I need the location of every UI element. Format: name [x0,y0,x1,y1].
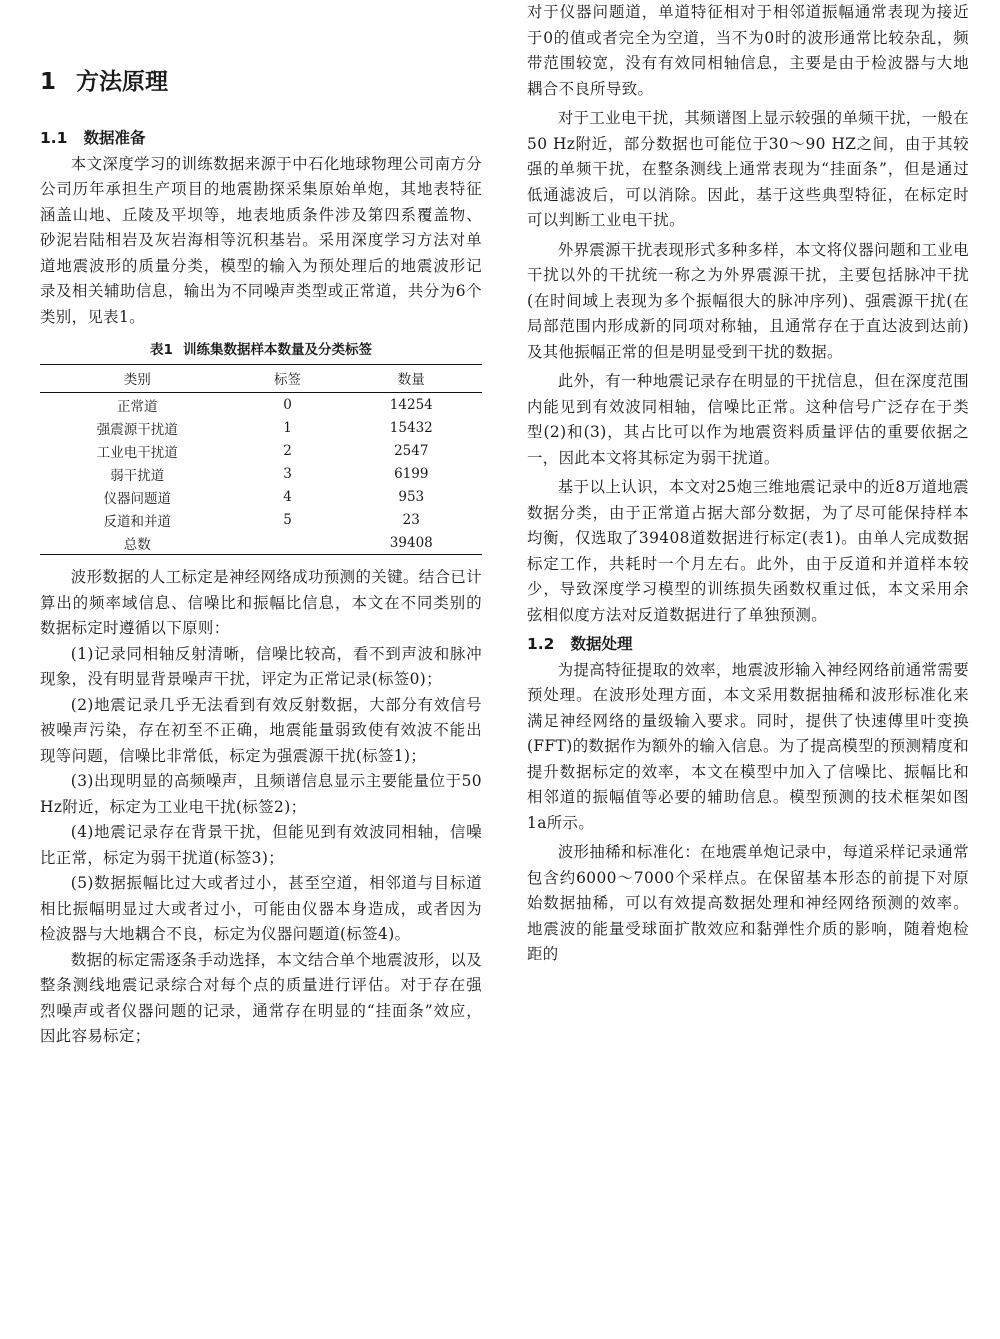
table-label: 表1 [150,342,173,358]
table-header-row [40,365,482,393]
data-table [40,364,482,555]
table-header-cell: 标签 [234,365,340,393]
table-cell: 正常道 [116,398,158,415]
table-row [40,531,482,555]
left-column [40,0,482,1050]
paragraph: 外界震源干扰表现形式多种多样，本文将仪器问题和工业电干扰以外的干扰统一称之为外界震源干扰，主要包括脉冲干扰(在时间域上表现为多个振幅很大的脉冲序列)、强震源干扰(在局部范围内形成新的同项对称轴，且通常存在于直达波到达前)及其他振幅正常的但是明显受到干扰的数据。 [527,240,969,361]
table-caption-text: 训练集数据样本数量及分类标签 [182,342,372,358]
table-cell: 仪器问题道 [103,490,171,507]
paragraph: 此外，有一种地震记录存在明显的干扰信息，但在深度范围内能见到有效波同相轴，信噪比正常。这种信号广泛存在于类型(2)和(3)，其占比可以作为地震资料质量评估的重要依据之一，因此本文将其标定为弱干扰道。 [527,372,969,467]
table-cell: 强震源干扰道 [96,421,178,438]
table-cell: 6199 [394,465,429,482]
table-cell: 953 [398,488,425,505]
table-cell: 15432 [389,419,433,436]
paragraph: (4)地震记录存在背景干扰，但能见到有效波同相轴，信噪比正常，标定为弱干扰道(标签3)； [40,823,482,867]
subsection-number: 1.1 [40,129,68,147]
table-row [40,439,482,462]
table-cell: 0 [283,396,292,413]
table-row [40,485,482,508]
table-cell: 4 [283,488,292,505]
paragraph: 波形抽稀和标准化：在地震单炮记录中，每道采样记录通常包含约6000～7000个采样点。在保留基本形态的前提下对原始数据抽稀，可以有效提高数据处理和神经网络预测的效率。地震波的能量受球面扩散效应和黏弹性介质的影响，随着炮检距的 [527,843,969,963]
paragraph: (1)记录同相轴反射清晰，信噪比较高，看不到声波和脉冲现象，没有明显背景噪声干扰，评定为正常记录(标签0)； [40,644,482,688]
section-heading [40,63,482,96]
table-cell: 反道和并道 [103,513,171,530]
subsection-heading-1-2 [527,632,969,658]
paragraph: 为提高特征提取的效率，地震波形输入神经网络前通常需要预处理。在波形处理方面，本文采用数据抽稀和波形标准化来满足神经网络的量级输入要求。同时，提供了快速傅里叶变换(FFT)的数据作为额外的输入信息。为了提高模型的预测精度和提升数据标定的效率，本文在模型中加入了信噪比、振幅比和相邻道的振幅值等必要的辅助信息。模型预测的技术框架如图1a所示。 [527,660,969,832]
subsection-heading-1-1 [40,126,482,152]
subsection-title: 数据处理 [570,635,633,653]
table-cell: 总数 [123,536,151,553]
paragraph: 数据的标定需逐条手动选择，本文结合单个地震波形，以及整条测线地震记录综合对每个点的质量进行评估。对于存在强烈噪声或者仪器问题的记录，通常存在明显的“挂面条”效应，因此容易标定； [40,950,482,1045]
table-cell [234,531,340,555]
table-cell: 5 [283,511,292,528]
paragraph: 基于以上认识，本文对25炮三维地震记录中的近8万道地震数据分类，由于正常道占据大部分数据，为了尽可能保持样本均衡，仅选取了39408道数据进行标定(表1)。由单人完成数据标定工作，共耗时一个月左右。此外，由于反道和并道样本较少，导致深度学习模型的训练损失函数权重过低，本文采用余弦相似度方法对反道数据进行了单独预测。 [527,478,969,624]
table-row [40,508,482,531]
table-cell: 14254 [389,396,433,413]
table-cell: 1 [283,419,292,436]
paragraph-continued: 对于仪器问题道，单道特征相对于相邻道振幅通常表现为接近于0的值或者完全为空道，当不为0时的波形通常比较杂乱，频带范围较宽，没有有效同相轴信息，主要是由于检波器与大地耦合不良所导致。 [527,3,969,98]
table-cell: 弱干扰道 [110,467,165,484]
paragraph: (2)地震记录几乎无法看到有效反射数据，大部分有效信号被噪声污染，存在初至不正确，地震能量弱致使有效波不能出现等问题，信噪比非常低，标定为强震源干扰(标签1)； [40,695,482,765]
paragraph: 波形数据的人工标定是神经网络成功预测的关键。结合已计算出的频率域信息、信噪比和振幅比信息，本文在不同类别的数据标定时遵循以下原则： [40,568,482,637]
table-caption [40,338,482,358]
paragraph: 对于工业电干扰，其频谱图上显示较强的单频干扰，一般在50 Hz附近，部分数据也可能位于30～90 HZ之间，由于其较强的单频干扰，在整条测线上通常表现为“挂面条”，但是通过低通滤波后，可以消除。因此，基于这些典型特征，在标定时可以判断工业电干扰。 [527,109,969,229]
table-row [40,393,482,417]
table-cell: 2547 [394,442,429,459]
subsection-number: 1.2 [527,635,555,653]
subsection-title: 数据准备 [83,129,146,147]
table-row [40,462,482,485]
section-number: 1 [40,69,57,95]
table-cell: 2 [283,442,292,459]
right-column [527,0,969,968]
paragraph: (3)出现明显的高频噪声，且频谱信息显示主要能量位于50 Hz附近，标定为工业电干扰(标签2)； [40,772,482,816]
table-cell: 工业电干扰道 [96,444,178,461]
table-header-cell: 类别 [40,365,234,393]
paragraph: 本文深度学习的训练数据来源于中石化地球物理公司南方分公司历年承担生产项目的地震勘探采集原始单炮，其地表特征涵盖山地、丘陵及平坝等，地表地质条件涉及第四系覆盖物、砂泥岩陆相岩及灰岩海相等沉积基岩。采用深度学习方法对单道地震波形的质量分类，模型的输入为预处理后的地震波形记录及相关辅助信息，输出为不同噪声类型或正常道，共分为6个类别，见表1。 [40,154,482,326]
paragraph: (5)数据振幅比过大或者过小，甚至空道，相邻道与目标道相比振幅明显过大或者过小，可能由仪器本身造成，或者因为检波器与大地耦合不良，标定为仪器问题道(标签4)。 [40,874,482,943]
table-header-cell: 数量 [341,365,482,393]
table-row [40,416,482,439]
table-cell: 39408 [389,534,433,551]
table-cell: 3 [283,465,292,482]
section-title: 方法原理 [76,69,169,95]
table-cell: 23 [402,511,420,528]
